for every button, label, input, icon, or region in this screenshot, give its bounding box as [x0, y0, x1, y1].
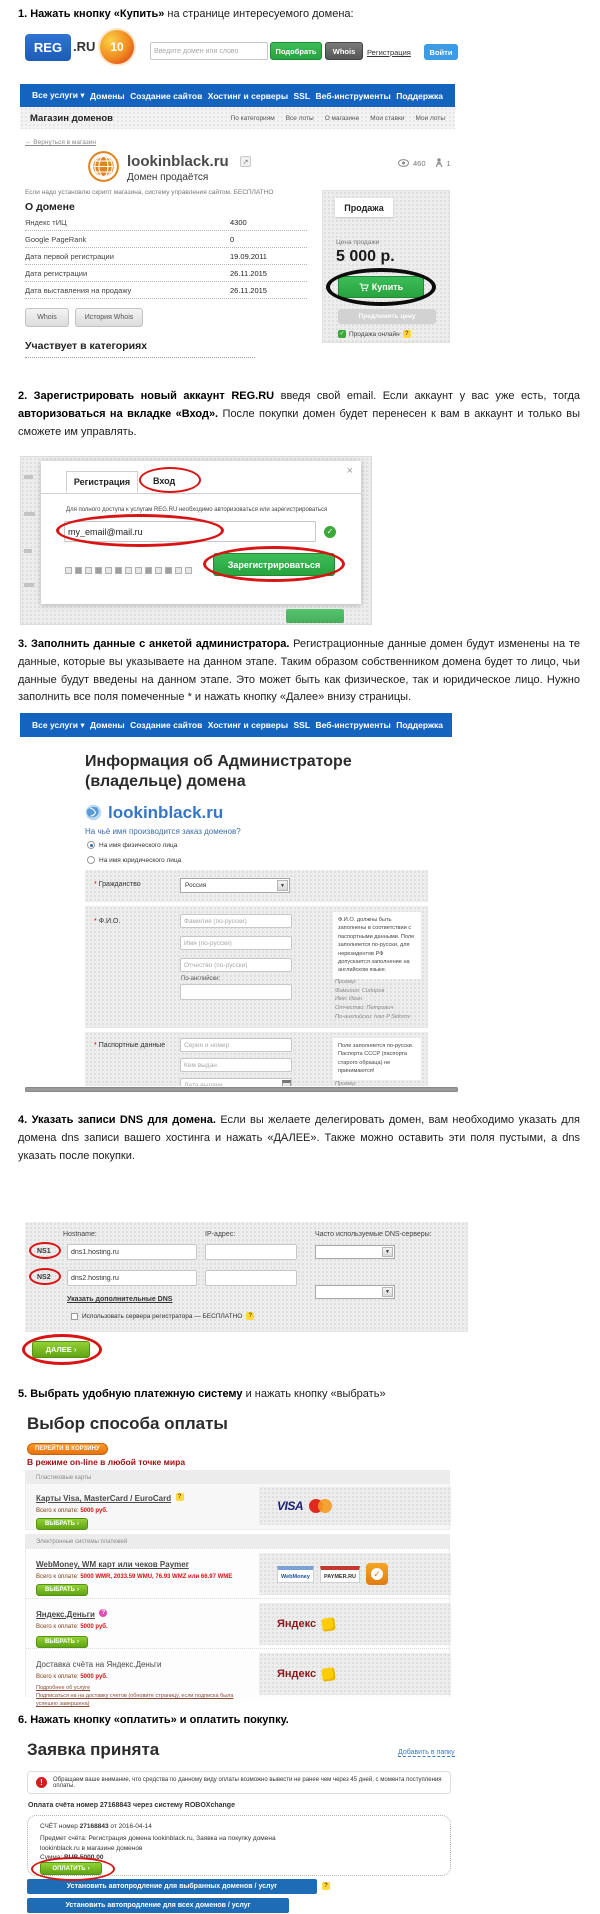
step-5-bold: 5. Выбрать удобную платежную систему	[18, 1388, 243, 1400]
chevron-down-icon: ▼	[277, 880, 288, 891]
whois-header-button[interactable]: Whois	[325, 42, 363, 60]
subnav-all-lots[interactable]: Все лоты	[285, 114, 314, 122]
fio-box	[85, 906, 428, 1028]
payment-group-electronic	[25, 1534, 450, 1707]
step-1-bold: 1. Нажать кнопку «Купить»	[18, 8, 165, 20]
method-yandex-link[interactable]: Яндекс.Деньги	[36, 1610, 95, 1619]
nav-item-sites[interactable]: Создание сайтов	[130, 720, 203, 730]
views-count: 460	[413, 158, 426, 168]
patronymic-input[interactable]	[180, 958, 292, 972]
dns-ip-header: IP-адрес:	[205, 1231, 236, 1238]
row-label: Дата первой регистрации	[25, 251, 114, 261]
modal-info-text: Для полного доступа к услугам REG.RU необходимо авторизоваться или зарегистрироваться	[66, 507, 328, 513]
calendar-icon[interactable]	[282, 1080, 291, 1086]
auth-modal	[41, 461, 361, 604]
mastercard-logo	[309, 1498, 335, 1514]
passport-help-box: Поле заполняется по-русски. Паспорта СССР (паспорта старого образца) не принимаются!	[333, 1038, 421, 1080]
regru-logo-tld: .RU	[73, 39, 96, 54]
passport-example: Пример:	[335, 1081, 357, 1086]
more-dns-link[interactable]: Указать дополнительные DNS	[67, 1296, 173, 1303]
step-6-text	[18, 1712, 580, 1730]
views-eye-icon	[398, 159, 409, 167]
citizenship-value: Россия	[185, 882, 207, 889]
webmoney-logo-box	[259, 1553, 451, 1595]
passport-issued-input[interactable]	[180, 1058, 292, 1072]
payment-method-webmoney	[26, 1548, 449, 1598]
payment-title: Выбор способа оплаты	[27, 1414, 228, 1433]
citizenship-box	[85, 870, 428, 902]
dns-common-header: Часто используемые DNS-серверы:	[315, 1231, 432, 1238]
question-icon[interactable]: ?	[176, 1493, 184, 1501]
main-navbar	[20, 84, 455, 107]
row-label: Дата выставления на продажу	[25, 285, 132, 295]
email-input[interactable]	[64, 521, 316, 542]
online-sale-label: Продажа онлайн	[349, 330, 400, 338]
required-star: *	[94, 881, 97, 888]
table-row	[25, 282, 307, 299]
nav-item-domains[interactable]: Домены	[90, 720, 125, 730]
nav-item-ssl[interactable]: SSL	[293, 720, 311, 730]
invoice-sum-line: Сумма: RUR 5000.00	[40, 1854, 104, 1861]
whois-history-button[interactable]: История Whois	[75, 308, 143, 327]
bids-person-icon	[435, 158, 443, 168]
visa-logo: VISA	[277, 1499, 304, 1513]
domain-globe-icon	[88, 151, 119, 182]
passport-box	[85, 1032, 428, 1086]
webmoney-logo: WebMoney	[277, 1566, 314, 1583]
domain-name-title: lookinblack.ru	[127, 153, 229, 170]
english-name-input[interactable]	[180, 984, 292, 1000]
offer-price-button[interactable]: Предложить цену	[338, 309, 436, 324]
method-delivery-total: Всего к оплате: 5000 руб.	[36, 1674, 108, 1680]
step-3-bold: 3. Заполнить данные с анкетой администратора.	[18, 638, 290, 650]
go-to-cart-button[interactable]: ПЕРЕЙТИ В КОРЗИНУ	[27, 1443, 108, 1455]
table-row	[25, 265, 307, 282]
passport-series-input[interactable]	[180, 1038, 292, 1052]
payment-group-cards-label: Пластиковые карты	[26, 1471, 449, 1484]
dns-form-box	[25, 1222, 468, 1332]
ns1-common-select[interactable]	[315, 1245, 395, 1259]
row-value: 4300	[230, 217, 247, 227]
shop-subnav	[20, 107, 455, 129]
bids-count: 1	[446, 158, 451, 168]
admin-form-title: Информация об Администраторе (владельце) домена	[85, 753, 352, 790]
invoice-number-line: СЧЁТ номер 27168843 от 2016-04-14	[40, 1823, 152, 1830]
row-value: 0	[230, 234, 235, 244]
invoice-subject-line: Предмет счёта: Регистрация домена lookinblack.ru, Заявка на покупку домена lookinblack.ru в магазине доменов	[40, 1835, 276, 1852]
required-star: *	[94, 1042, 97, 1049]
domain-info-table	[25, 214, 307, 299]
blue-globe-icon	[85, 804, 102, 821]
radio-company-label: На имя юридического лица	[99, 856, 182, 864]
step-1-rest: на странице интересуемого домена:	[164, 8, 354, 20]
step-2-bold-2: авторизоваться на вкладке «Вход».	[18, 407, 219, 420]
fio-label	[94, 918, 120, 925]
admin-navbar-clip	[20, 713, 452, 737]
whois-button[interactable]: Whois	[25, 308, 69, 327]
method-webmoney-link[interactable]: WebMoney, WM карт или чеков Paymer	[36, 1560, 189, 1569]
radio-company-row[interactable]	[87, 856, 181, 864]
payment-subtitle: В режиме on-line в любой точке мира	[27, 1457, 186, 1467]
nav-item-sites[interactable]: Создание сайтов	[130, 90, 203, 101]
background-fragment	[24, 549, 32, 553]
row-label: Яндекс тИЦ	[25, 217, 67, 227]
background-fragment	[24, 512, 35, 516]
step-5-rest: и нажать кнопку «выбрать»	[242, 1388, 386, 1400]
subnav-my-bids[interactable]: Мои ставки	[370, 114, 405, 122]
back-to-shop-link[interactable]: ← Вернуться в магазин	[25, 139, 96, 146]
admin-navbar	[20, 713, 452, 737]
autorenew-all-button[interactable]: Установить автопродление для всех доменов / услуг	[27, 1898, 289, 1913]
payment-method-yandex	[26, 1598, 449, 1648]
select-button[interactable]: ВЫБРАТЬ ›	[36, 1636, 88, 1648]
alert-icon: !	[36, 1777, 47, 1788]
sale-panel	[322, 190, 450, 343]
ns2-label: NS2	[37, 1274, 51, 1281]
close-icon[interactable]: ×	[346, 465, 353, 477]
domain-stats	[398, 158, 451, 168]
row-label: Дата регистрации	[25, 268, 88, 278]
pay-button[interactable]: ОПЛАТИТЬ ›	[40, 1862, 102, 1875]
method-webmoney-total: Всего к оплате: 5000 WMR, 2033.59 WMU, 76.93 WMZ или 66.97 WME	[36, 1574, 233, 1580]
passport-label-text: Паспортные данные	[98, 1042, 166, 1049]
categories-title: Участвует в категориях	[25, 340, 255, 358]
step-6-bold: 6. Нажать кнопку «оплатить» и оплатить покупку.	[18, 1714, 289, 1726]
surname-input[interactable]	[180, 914, 292, 928]
shop-subnav-title: Магазин доменов	[30, 112, 114, 124]
radio-company-icon[interactable]	[87, 856, 95, 864]
passport-date-input[interactable]	[180, 1078, 292, 1086]
passport-label	[94, 1042, 165, 1049]
order-name-question: На чьё имя производится заказ доменов?	[85, 827, 241, 836]
tabs-divider	[41, 493, 361, 494]
tab-login[interactable]: Вход	[153, 476, 176, 486]
order-accepted-title: Заявка принята	[27, 1740, 160, 1759]
required-star: *	[94, 918, 97, 925]
yandex-logo: Яндекс	[277, 1618, 317, 1630]
buy-button-label: Купить	[371, 282, 404, 292]
yandex-logo-box	[259, 1603, 451, 1645]
select-button[interactable]: ВЫБРАТЬ ›	[36, 1518, 88, 1530]
citizenship-label	[94, 881, 141, 888]
question-icon[interactable]: ?	[246, 1312, 254, 1320]
payment-group-cards	[25, 1470, 450, 1530]
step-3-rest: Регистрационные данные домен будут изменены на те данные, которые вы указываете на данном этапе. Таким образом собственником домена будет то лицо, чьи данные будут введены на данном этапе. Это может быть как физическое, так и юридическое лицо. Нужно заполнить все поля помеченные * и нажать кнопку «Далее» внизу страницы.	[18, 638, 580, 704]
yandex-logo-box-2	[259, 1653, 451, 1695]
payment-method-cards	[36, 1488, 184, 1530]
register-link[interactable]: Регистрация	[367, 48, 411, 57]
subnav-about-shop[interactable]: О магазине	[324, 114, 360, 122]
row-label: Google PageRank	[25, 234, 87, 244]
nav-item-hosting[interactable]: Хостинг и серверы	[207, 720, 289, 730]
citizenship-select[interactable]	[180, 878, 290, 893]
yandex-money-icon	[321, 1667, 336, 1682]
nav-item-webtools[interactable]: Веб-инструменты	[315, 90, 391, 101]
step-2-text	[18, 388, 580, 441]
radio-person-row[interactable]	[87, 841, 177, 849]
nav-item-support[interactable]: Поддержка	[396, 90, 443, 101]
register-submit-button[interactable]: Зарегистрироваться	[213, 553, 335, 576]
step-3-text	[18, 636, 580, 707]
ns1-ip-input[interactable]	[205, 1244, 297, 1260]
arrow-right-icon: ›	[73, 1345, 77, 1354]
tab-registration[interactable]: Регистрация	[66, 471, 138, 493]
check-icon: ✓	[339, 331, 345, 337]
nav-item-support[interactable]: Поддержка	[396, 720, 443, 730]
alert-text: Обращаем ваше внимание, что средства по данному виду оплаты возможно вывести не ранее чем через 45 дней, с момента поступления оплаты.	[53, 1776, 442, 1789]
radio-person-icon[interactable]	[87, 841, 95, 849]
nav-item-webtools[interactable]: Веб-инструменты	[315, 720, 391, 730]
payment-method-invoice-delivery	[26, 1648, 449, 1707]
sale-price: 5 000 р.	[336, 248, 395, 265]
subnav-by-category[interactable]: По категориям	[230, 114, 275, 122]
fio-label-text: Ф.И.О.	[98, 918, 121, 925]
table-row	[25, 214, 307, 231]
sale-price-label: Цена продажи	[336, 239, 380, 246]
sale-tab[interactable]: Продажа	[335, 198, 393, 217]
chevron-down-icon: ▼	[382, 1247, 393, 1257]
domain-status-text: Домен продаётся	[127, 172, 209, 183]
nav-item-all-services[interactable]: Все услуги ▾	[32, 90, 85, 100]
payment-group-electronic-label: Электронные системы платежей	[26, 1535, 449, 1548]
yandex-money-icon	[321, 1617, 336, 1632]
delivery-more-link[interactable]: Подробнее об услуге	[36, 1685, 91, 1691]
method-delivery-title: Доставка счёта на Яндекс.Деньги	[36, 1660, 162, 1669]
payment-alert-box	[27, 1771, 451, 1794]
guarantee-badge-icon: ✓	[366, 1563, 388, 1585]
question-icon[interactable]: ?	[403, 330, 411, 338]
row-value: 19.09.2011	[230, 251, 267, 261]
login-button[interactable]: Войти	[424, 44, 458, 60]
nav-item-hosting[interactable]: Хостинг и серверы	[207, 90, 289, 101]
question-icon[interactable]: ?	[99, 1609, 107, 1617]
subnav-my-lots[interactable]: Мои лоты	[415, 114, 445, 122]
chevron-down-icon: ▼	[382, 1287, 393, 1297]
delivery-subscribe-link[interactable]: Подписаться на на доставку счетов (обновите страницу, если подписка была успешно завершена)	[36, 1693, 234, 1707]
ns2-ip-input[interactable]	[205, 1270, 297, 1286]
step-4-rest: Если вы желаете делегировать домен, вам необходимо указать для домена dns записи вашего хостинга и нажать «ДАЛЕЕ». Также можно оставить эти поля пустыми, а dns указать после покупки.	[18, 1114, 580, 1162]
add-to-folder-link[interactable]: Добавить в папку	[398, 1749, 455, 1756]
background-fragment	[24, 583, 34, 587]
method-cards-link[interactable]: Карты Visa, MasterCard / EuroCard	[36, 1494, 172, 1503]
fio-help-box: Ф.И.О. должны быть заполнены в соответствии с паспортными данными. Поле заполняется по-русски, для нерезидентов РФ допускается заполнение на английском языке.	[333, 912, 421, 979]
citizenship-label-text: Гражданство	[98, 881, 141, 888]
anniversary-badge-icon: 10	[100, 30, 134, 64]
next-button[interactable]	[32, 1341, 90, 1358]
domain-search-input[interactable]	[150, 42, 268, 60]
row-value: 26.11.2015	[230, 268, 267, 278]
social-login-icons[interactable]	[65, 561, 195, 579]
about-domain-title: О домене	[25, 201, 75, 213]
buy-button[interactable]	[338, 276, 424, 298]
auth-modal-screenshot	[20, 456, 372, 625]
english-label: По-английски:	[181, 976, 221, 982]
nav-item-ssl[interactable]: SSL	[293, 90, 311, 101]
step-4-bold: 4. Указать записи DNS для домена.	[18, 1114, 216, 1126]
seller-promo-text: Если надо установлю скрипт магазина, систему управления сайтом. БЕСПЛАТНО	[25, 189, 274, 196]
ns2-hostname-input[interactable]	[67, 1270, 197, 1286]
yandex-logo: Яндекс	[277, 1668, 317, 1680]
method-yandex-total: Всего к оплате: 5000 руб.	[36, 1624, 108, 1630]
cards-logo-box	[259, 1487, 451, 1525]
registrar-dns-checkbox-row[interactable]	[71, 1312, 254, 1320]
ns1-hostname-input[interactable]	[67, 1244, 197, 1260]
name-input[interactable]	[180, 936, 292, 950]
step-4-text	[18, 1112, 580, 1165]
step-5-text	[18, 1386, 580, 1404]
admin-domain-name: lookinblack.ru	[108, 803, 224, 822]
background-green-button-fragment	[286, 609, 344, 623]
online-sale-row	[338, 330, 411, 338]
radio-person-label: На имя физического лица	[99, 841, 178, 849]
row-value: 26.11.2015	[230, 285, 267, 295]
regru-logo: REG	[25, 34, 71, 61]
step-2-rest-2: После покупки домен будет перенесен к вам в аккаунт и только вы сможете им управлять.	[18, 407, 580, 438]
step-2-rest-1: введя свой email. Если аккаунт у вас уже есть, тогда	[274, 390, 580, 402]
question-icon[interactable]: ?	[322, 1882, 330, 1890]
step-1-text	[18, 6, 578, 24]
registrar-dns-label: Использовать сервера регистратора — БЕСПЛАТНО	[82, 1312, 243, 1320]
search-submit-button[interactable]: Подобрать	[270, 42, 322, 60]
table-row	[25, 248, 307, 265]
cart-icon	[359, 283, 369, 292]
nav-item-domains[interactable]: Домены	[90, 90, 125, 101]
ns1-label: NS1	[37, 1248, 51, 1255]
ns2-common-select[interactable]	[315, 1285, 395, 1299]
next-button-label: ДАЛЕЕ	[45, 1345, 72, 1354]
valid-check-icon: ✓	[324, 526, 336, 538]
background-fragment	[24, 475, 33, 479]
fio-example: Пример: Фамилия: Сидоров Имя: Иван Отчество: Петрович По-английски: Ivan P Sidorov	[335, 979, 411, 1020]
horizontal-scrollbar[interactable]	[25, 1087, 458, 1092]
dns-hostname-header: Hostname:	[63, 1231, 97, 1238]
paymer-logo: PAYMER.RU	[320, 1566, 360, 1583]
table-row	[25, 231, 307, 248]
invoice-box	[27, 1815, 451, 1876]
checkbox-icon[interactable]	[71, 1313, 78, 1320]
method-cards-total: Всего к оплате: 5000 руб.	[36, 1508, 108, 1514]
invoice-payment-title: Оплата счёта номер 27168843 через систему ROBOXchange	[28, 1802, 235, 1809]
step-2-bold-1: 2. Зарегистрировать новый аккаунт REG.RU	[18, 390, 275, 402]
nav-item-all-services[interactable]: Все услуги ▾	[32, 719, 85, 730]
autorenew-selected-button[interactable]: Установить автопродление для выбранных доменов / услуг	[27, 1879, 317, 1894]
external-link-icon[interactable]: ↗	[240, 156, 251, 167]
select-button[interactable]: ВЫБРАТЬ ›	[36, 1584, 88, 1596]
